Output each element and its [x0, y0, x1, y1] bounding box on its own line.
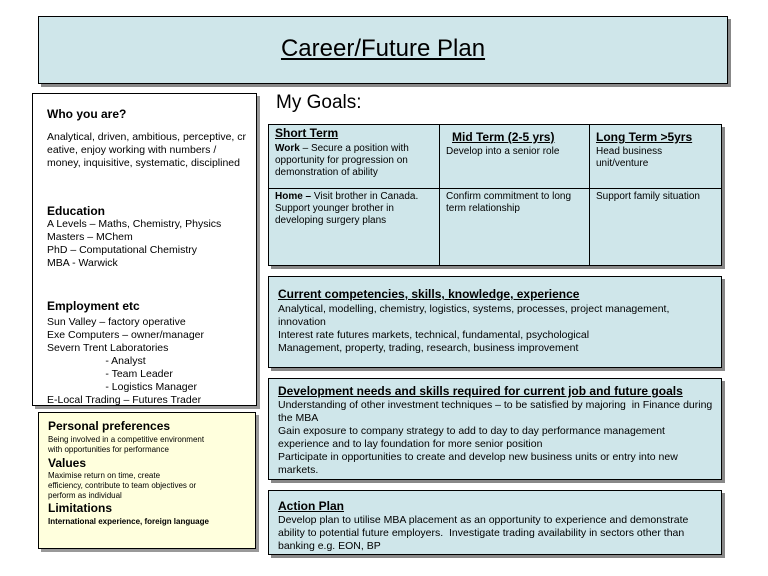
action-plan-heading: Action Plan — [278, 499, 345, 513]
long-term-work-cell — [590, 125, 722, 189]
short-term-work-text: – Secure a position with opportunity for progression on demonstration of ability — [275, 143, 409, 178]
employment-line: - Analyst — [47, 355, 146, 367]
education-line: MBA - Warwick — [47, 257, 118, 269]
personal-line: with opportunities for performance — [48, 445, 169, 454]
short-term-heading: Short Term — [275, 126, 339, 140]
action-line: banking e.g. EON, BP — [278, 540, 381, 552]
who-line: money, inquisitive, systematic, disciplined — [47, 157, 240, 169]
employment-line: Sun Valley – factory operative — [47, 316, 186, 328]
values-line: perform as individual — [48, 491, 122, 500]
who-line: Analytical, driven, ambitious, perceptive, cr — [47, 131, 247, 143]
personal-line: Being involved in a competitive environment — [48, 435, 205, 444]
development-heading: Development needs and skills required for current job and future goals — [278, 384, 683, 398]
development-line: Gain exposure to company strategy to add to day to day performance management — [278, 425, 665, 437]
education-text — [47, 218, 221, 270]
competencies-text — [278, 303, 669, 355]
who-heading: Who you are? — [47, 107, 127, 121]
competencies-line: Analytical, modelling, chemistry, logistics, systems, processes, project management, — [278, 303, 670, 315]
personal-text — [48, 435, 204, 455]
mid-term-home-cell — [440, 189, 590, 266]
education-heading: Education — [47, 204, 106, 218]
personal-heading: Personal preferences — [48, 419, 171, 433]
values-line: efficiency, contribute to team objectives or — [48, 481, 197, 490]
development-line: the MBA — [278, 412, 319, 424]
long-term-heading: Long Term >5yrs — [596, 130, 693, 144]
who-line: eative, enjoy working with numbers / — [47, 144, 217, 156]
limitations-heading: Limitations — [48, 501, 113, 515]
education-line: A Levels – Maths, Chemistry, Physics — [47, 218, 222, 230]
goals-heading: My Goals: — [276, 92, 362, 113]
title-banner — [38, 16, 728, 84]
mid-term-work-cell — [440, 125, 590, 189]
profile-panel — [32, 93, 257, 406]
short-term-home-text: Visit brother in Canada. Support younger brother in developing surgery plans — [275, 191, 419, 226]
development-line: experience and to lay foundation for more senior position — [278, 438, 543, 450]
development-line: Understanding of other investment techniques – to be satisfied by majoring in Finance during — [278, 399, 713, 411]
action-plan-box — [268, 490, 722, 555]
long-term-home-cell — [590, 189, 722, 266]
competencies-box — [268, 276, 722, 368]
goals-table — [268, 124, 722, 266]
short-term-work-cell — [269, 125, 440, 189]
short-term-home-cell — [269, 189, 440, 266]
preferences-panel — [38, 412, 256, 549]
long-term-work-text: Head business unit/venture — [596, 146, 663, 169]
development-line: markets. — [278, 464, 319, 476]
employment-line: Severn Trent Laboratories — [47, 342, 169, 354]
mid-term-home-text: Confirm commitment to long term relationship — [446, 191, 572, 214]
action-line: ability to potential future employers. Investigate trading availability in sectors other than — [278, 527, 685, 539]
employment-line: - Logistics Manager — [47, 381, 197, 393]
competencies-line: Interest rate futures markets, technical, fundamental, psychological — [278, 329, 590, 341]
values-line: Maximise return on time, create — [48, 471, 161, 480]
employment-line: Exe Computers – owner/manager — [47, 329, 204, 341]
long-term-home-text: Support family situation — [596, 191, 700, 202]
values-text — [48, 471, 196, 501]
home-label: Home – — [275, 191, 312, 202]
mid-term-heading: Mid Term (2-5 yrs) — [452, 130, 555, 144]
competencies-line: innovation — [278, 316, 326, 328]
competencies-line: Management, property, trading, research, business improvement — [278, 342, 579, 354]
development-text — [278, 399, 712, 477]
values-heading: Values — [48, 456, 87, 470]
development-line: Participate in opportunities to create and develop new business units or entry into new — [278, 451, 678, 463]
education-line: PhD – Computational Chemistry — [47, 244, 197, 256]
employment-heading: Employment etc — [47, 299, 140, 313]
action-line: Develop plan to utilise MBA placement as an opportunity to experience and demonstrate — [278, 514, 689, 526]
work-label: Work — [275, 143, 300, 154]
education-line: Masters – MChem — [47, 231, 133, 243]
mid-term-work-text: Develop into a senior role — [446, 146, 560, 157]
action-plan-text — [278, 514, 688, 553]
employment-line: - Team Leader — [47, 368, 173, 380]
employment-text — [47, 316, 204, 407]
limitations-text: International experience, foreign language — [48, 517, 209, 526]
goals-table-box — [268, 124, 722, 266]
employment-line: E-Local Trading – Futures Trader — [47, 394, 202, 406]
page-title: Career/Future Plan — [280, 35, 486, 62]
development-box — [268, 378, 722, 480]
who-text — [47, 131, 246, 170]
competencies-heading: Current competencies, skills, knowledge, experience — [278, 287, 580, 301]
